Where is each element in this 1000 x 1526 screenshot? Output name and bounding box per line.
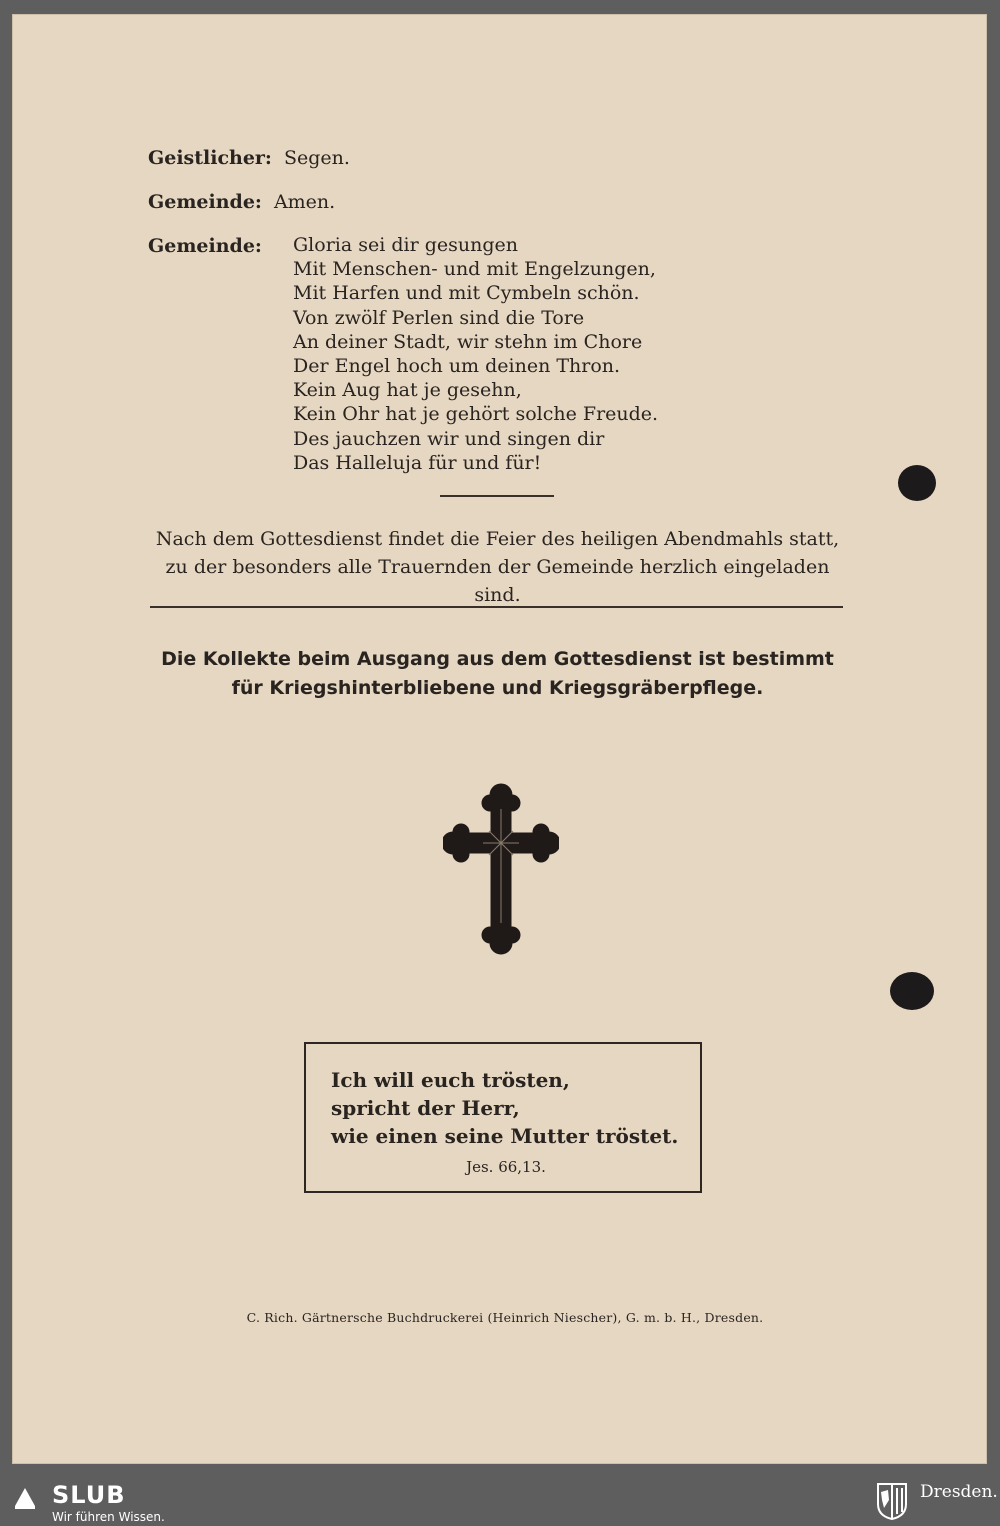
hymn-line: Des jauchzen wir und singen dir	[293, 427, 605, 450]
clergy-line	[148, 145, 848, 171]
footer-city: Dresden.	[920, 1482, 998, 1502]
hymn-line: Gloria sei dir gesungen	[293, 234, 518, 256]
congregation-label: Gemeinde:	[148, 191, 262, 213]
punch-hole	[898, 465, 936, 501]
verse-line: Ich will euch trösten,	[331, 1068, 570, 1092]
footer-bar	[0, 1476, 1000, 1526]
punch-hole	[890, 972, 934, 1010]
short-divider	[440, 495, 554, 497]
hymn-line: Von zwölf Perlen sind die Tore	[293, 306, 585, 329]
hymn-line: Kein Aug hat je gesehn,	[293, 379, 522, 402]
cross-icon	[443, 783, 559, 955]
hymn-line: Mit Harfen und mit Cymbeln schön.	[293, 282, 640, 305]
congregation-line	[148, 189, 848, 215]
hymn-line: Das Halleluja für und für!	[293, 451, 542, 474]
verse-reference: Jes. 66,13.	[466, 1158, 546, 1176]
hymn-line: Mit Menschen- und mit Engelzungen,	[293, 258, 656, 281]
communion-notice	[150, 525, 845, 609]
long-divider	[150, 606, 843, 608]
clergy-text: Segen.	[283, 147, 350, 169]
hymn-lines	[293, 233, 658, 475]
congregation-text: Amen.	[273, 191, 336, 213]
collect-line: für Kriegshinterbliebene und Kriegsgräberpflege.	[231, 677, 764, 699]
verse-line: wie einen seine Mutter tröstet.	[331, 1124, 679, 1148]
printer-imprint: C. Rich. Gärtnersche Buchdruckerei (Heinrich Niescher), G. m. b. H., Dresden.	[246, 1310, 764, 1325]
dresden-crest-icon	[876, 1482, 908, 1520]
clergy-label: Geistlicher:	[148, 147, 272, 169]
hymn-label: Gemeinde:	[148, 235, 262, 257]
collect-line: Die Kollekte beim Ausgang aus dem Gottesdienst ist bestimmt	[161, 648, 834, 670]
notice-line: Nach dem Gottesdienst findet die Feier des heiligen Abendmahls statt,	[155, 528, 840, 550]
footer-brand: SLUB	[52, 1481, 126, 1509]
slub-logo-icon	[12, 1484, 38, 1510]
verse-line: spricht der Herr,	[331, 1096, 520, 1120]
hymn-line: Der Engel hoch um deinen Thron.	[293, 355, 621, 378]
hymn-section	[148, 233, 848, 475]
liturgy-block	[148, 145, 848, 493]
hymn-line: An deiner Stadt, wir stehn im Chore	[293, 330, 643, 353]
footer-tagline: Wir führen Wissen.	[52, 1510, 165, 1524]
verse-box	[304, 1042, 702, 1193]
hymn-line: Kein Ohr hat je gehört solche Freude.	[293, 403, 659, 426]
notice-line: zu der besonders alle Trauernden der Gemeinde herzlich eingeladen sind.	[165, 556, 830, 606]
collection-notice	[150, 645, 845, 703]
verse-text	[331, 1066, 678, 1150]
